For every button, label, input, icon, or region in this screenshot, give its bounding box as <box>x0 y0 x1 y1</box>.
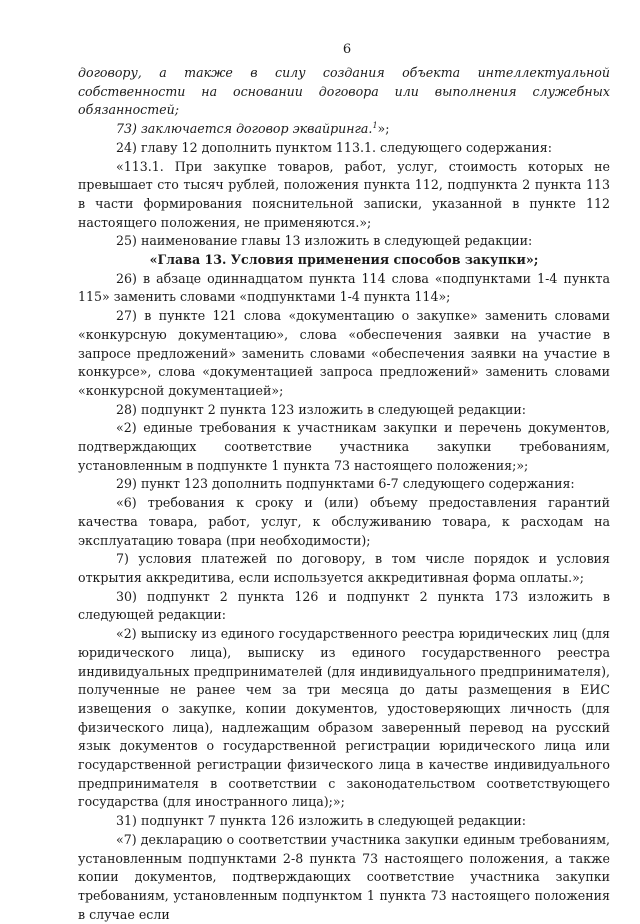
paragraph-subitem-2-requirements: «2) единые требования к участникам закупки и перечень документов, подтверждающих соответствие участника закупки требованиям, установленным в подпункте 1 пункта 73 настоящего положения;»; <box>78 420 610 473</box>
footnote-marker: 1 <box>372 120 378 130</box>
chapter-13-heading: «Глава 13. Условия применения способов закупки»; <box>149 252 539 268</box>
paragraph-113-1: «113.1. При закупке товаров, работ, услуг, стоимость которых не превышает сто тысяч рублей, положения пункта 112, подпункта 2 пункта 113 в части формирования пояснительной записки, указанной в пункте 112 настоящего положения, не применяются.»; <box>78 158 610 230</box>
paragraph-item-25: 25) наименование главы 13 изложить в следующей редакции: <box>116 233 533 249</box>
paragraph-continuation: договору, а также в силу создания объекта интеллектуальной собственности на основании договора или выполнения служебных обязанностей; <box>78 65 610 118</box>
paragraph-subitem-7-declaration: «7) декларацию о соответствии участника закупки единым требованиям, установленным подпунктами 2-8 пункта 73 настоящего положения, а также копии документов, подтверждающих соответствие участника закупки требованиям, установленным подпунктом 1 пункта 73 настоящего положения в случае если <box>78 831 610 922</box>
paragraph-item-31: 31) подпункт 7 пункта 126 изложить в следующей редакции: <box>116 813 527 829</box>
paragraph-73-text: 73) заключается договор эквайринга. <box>116 121 373 137</box>
paragraph-item-27: 27) в пункте 121 слова «документацию о закупке» заменить словами «конкурсную документацию», слова «обеспечения заявки на участие в запросе предложений» заменить словами «обеспечения заявки на участие в конкурсе», слова «документацией запроса предложений» заменить словами «конкурсной документацией»; <box>78 308 610 398</box>
paragraph-item-24: 24) главу 12 дополнить пунктом 113.1. следующего содержания: <box>116 139 552 155</box>
paragraph-item-29: 29) пункт 123 дополнить подпунктами 6-7 следующего содержания: <box>116 476 575 492</box>
paragraph-subitem-7-payments: 7) условия платежей по договору, в том числе порядок и условия открытия аккредитива, если используется аккредитивная форма оплаты.»; <box>78 551 610 585</box>
paragraph-73 <box>78 120 610 139</box>
paragraph-item-26: 26) в абзаце одиннадцатом пункта 114 слова «подпунктами 1-4 пункта 115» заменить словами «подпунктами 1-4 пункта 114»; <box>78 270 610 305</box>
paragraph-item-28: 28) подпункт 2 пункта 123 изложить в следующей редакции: <box>116 401 527 417</box>
paragraph-subitem-6: «6) требования к сроку и (или) объему предоставления гарантий качества товара, работ, услуг, к обслуживанию товара, к расходам на эксплуатацию товара (при необходимости); <box>78 495 610 548</box>
paragraph-subitem-2-extract: «2) выписку из единого государственного реестра юридических лиц (для юридического лица), выписку из единого государственного реестра индивидуальных предпринимателей (для индивидуального предпринимателя), полученные не ранее чем за три месяца до даты размещения в ЕИС извещения о закупке, копии документов, удостоверяющих личность (для физического лица), надлежащим образом заверенный перевод на русский язык документов о государственной регистрации юридического лица или государственной регистрации физического лица в качестве индивидуального предпринимателя в соответствии с законодательством соответствующего государства (для иностранного лица);»; <box>78 626 610 810</box>
paragraph-item-30: 30) подпункт 2 пункта 126 и подпункт 2 пункта 173 изложить в следующей редакции: <box>78 588 610 623</box>
page-number: 6 <box>342 42 352 57</box>
paragraph-73-closing: »; <box>377 121 390 137</box>
